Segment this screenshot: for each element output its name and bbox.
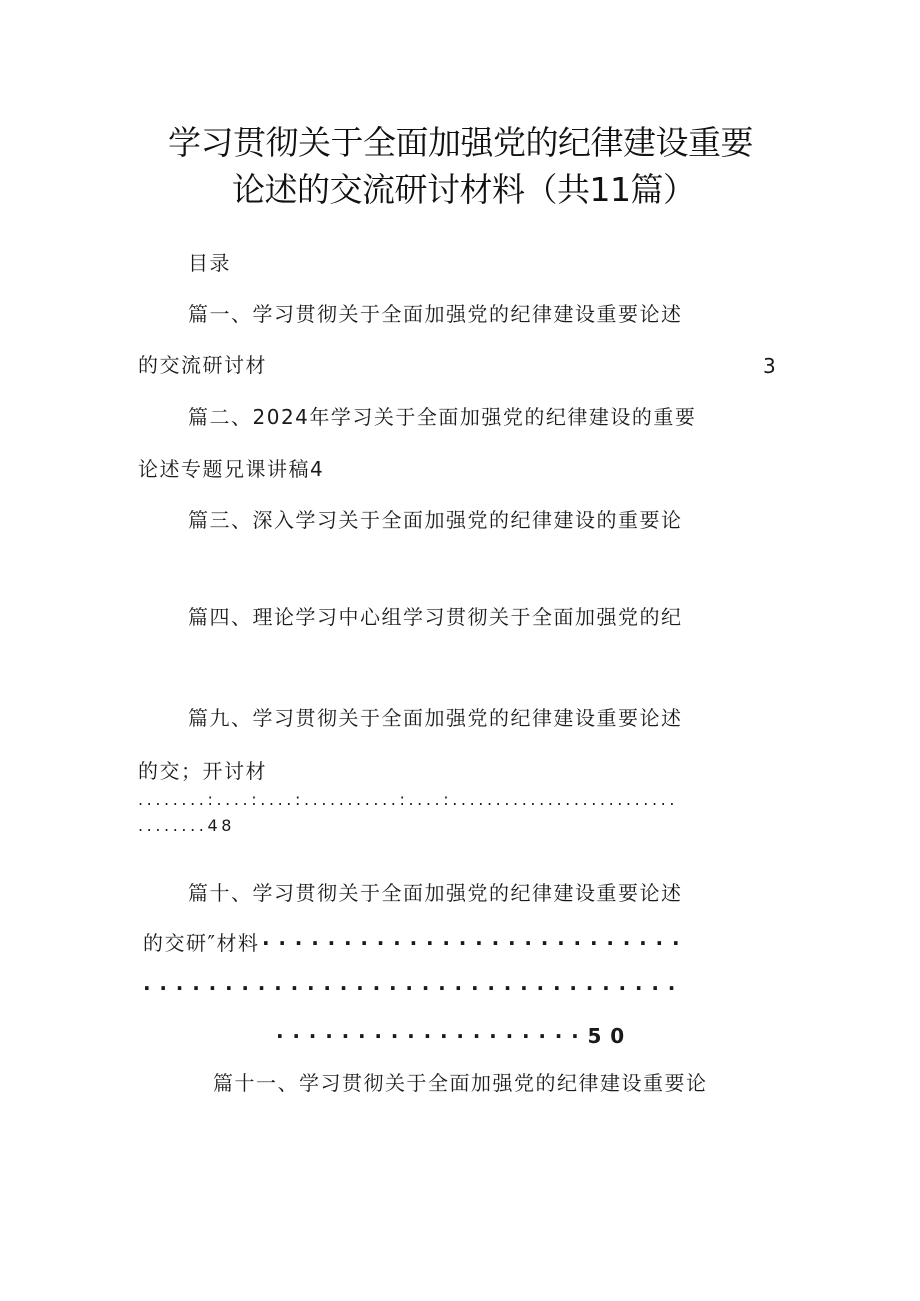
toc-entry-4-line-1[interactable]: 篇四、理论学习中心组学习贯彻关于全面加强党的纪 bbox=[188, 605, 683, 629]
toc-entry-9-page-number: ........48 bbox=[138, 816, 236, 835]
toc-entry-3-line-1[interactable]: 篇三、深入学习关于全面加强党的纪律建设的重要论 bbox=[188, 508, 683, 532]
toc-entry-1-line-2[interactable]: 的交流研讨材 bbox=[138, 353, 267, 377]
toc-entry-10-leader-dots-1: ·························· bbox=[262, 931, 689, 955]
toc-entry-9-line-1[interactable]: 篇九、学习贯彻关于全面加强党的纪律建设重要论述 bbox=[188, 706, 683, 730]
toc-entry-2-line-1[interactable]: 篇二、2024年学习关于全面加强党的纪律建设的重要 bbox=[188, 405, 697, 429]
toc-entry-11-line-1[interactable]: 篇十一、学习贯彻关于全面加强党的纪律建设重要论 bbox=[213, 1071, 708, 1095]
document-title-line-2: 论述的交流研讨材料（共11篇） bbox=[232, 170, 696, 209]
toc-entry-2-line-2[interactable]: 论述专题兄课讲稿4 bbox=[138, 457, 325, 481]
toc-entry-10-leader-dots-2: ································· bbox=[143, 976, 685, 1000]
toc-entry-10-line-2[interactable]: 的交研″材料 bbox=[143, 931, 260, 955]
toc-entry-1-line-1[interactable]: 篇一、学习贯彻关于全面加强党的纪律建设重要论述 bbox=[188, 302, 683, 326]
toc-heading: 目录 bbox=[188, 251, 231, 275]
toc-entry-9-leader-dots: ........:....:....:...........:....:.......................... bbox=[138, 790, 679, 809]
toc-entry-10-page-number: ···················50 bbox=[276, 1024, 633, 1048]
toc-entry-10-line-1[interactable]: 篇十、学习贯彻关于全面加强党的纪律建设重要论述 bbox=[188, 881, 683, 905]
toc-entry-9-line-2[interactable]: 的交；开讨材 bbox=[138, 759, 267, 783]
toc-entry-1-page-number: 3 bbox=[763, 354, 776, 378]
document-title-line-1: 学习贯彻关于全面加强党的纪律建设重要 bbox=[168, 123, 753, 162]
